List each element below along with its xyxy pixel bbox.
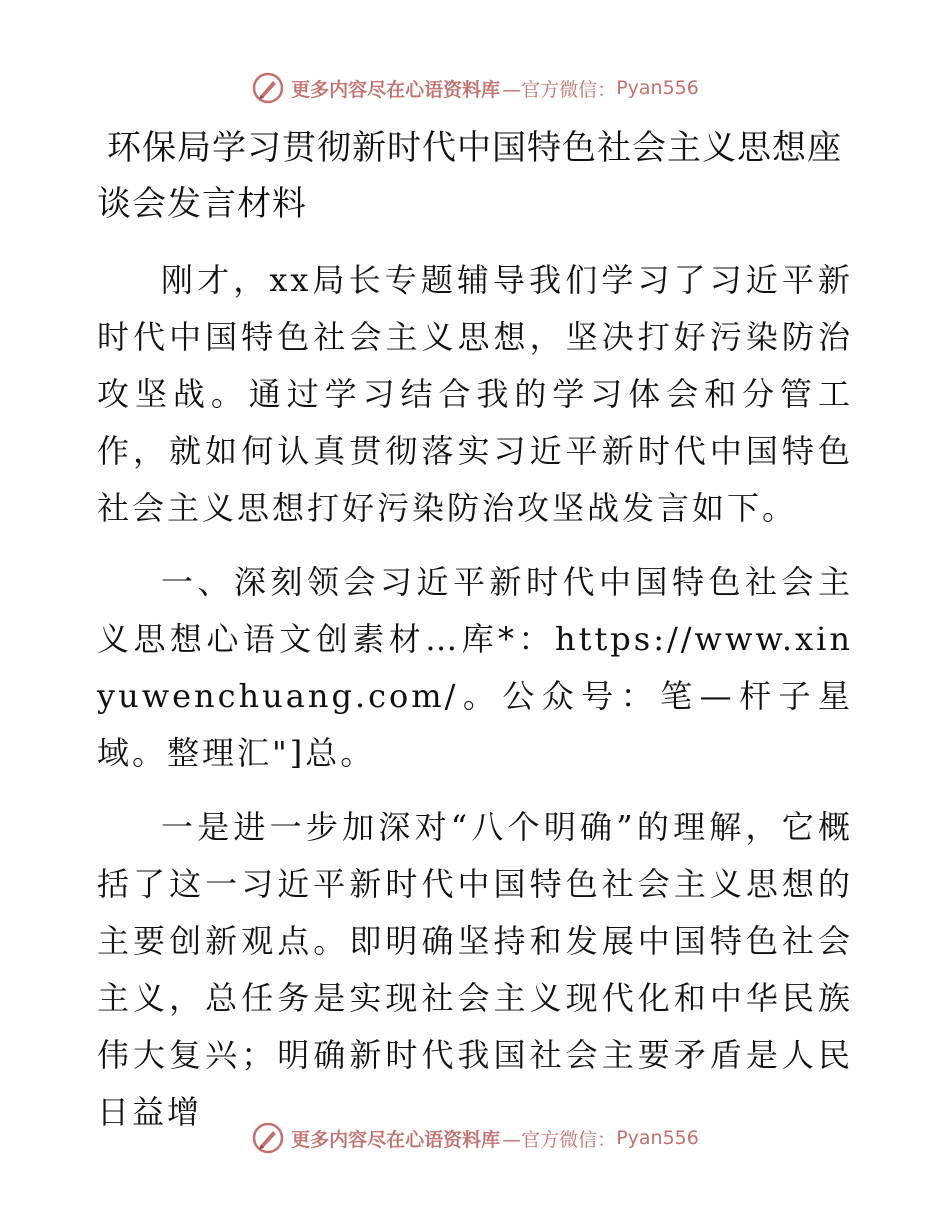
watermark-header	[0, 68, 950, 108]
paragraph-2: 一、深刻领会习近平新时代中国特色社会主义思想心语文创素材…库*：https://www.xinyuwenchuang.com/。公众号：笔—杆子星域。整理汇"]总。	[97, 563, 853, 772]
watermark-id-text: Pyan556	[616, 77, 699, 99]
paragraph-3: 一是进一步加深对“八个明确”的理解，它概括了这一习近平新时代中国特色社会主义思想的主要创新观点。即明确坚持和发展中国特色社会主义，总任务是实现社会主义现代化和中华民族伟大复兴；明确新时代我国社会主要矛盾是人民日益增	[97, 808, 853, 1131]
pen-logo-icon	[251, 1121, 285, 1155]
watermark-sub-text: —官方微信：	[502, 1128, 617, 1151]
watermark-main-text: 更多内容尽在心语资料库	[291, 1128, 501, 1151]
paragraph-1: 刚才，xx局长专题辅导我们学习了习近平新时代中国特色社会主义思想，坚决打好污染防治攻坚战。通过学习结合我的学习体会和分管工作，就如何认真贯彻落实习近平新时代中国特色社会主义思想打好污染防治攻坚战发言如下。	[97, 261, 853, 527]
watermark-id-text: Pyan556	[616, 1127, 699, 1149]
watermark-footer	[0, 1118, 950, 1158]
watermark-main-text: 更多内容尽在心语资料库	[291, 78, 501, 101]
document-body	[97, 120, 853, 1158]
pen-logo-icon	[251, 71, 285, 105]
watermark-sub-text: —官方微信：	[502, 78, 617, 101]
document-title: 环保局学习贯彻新时代中国特色社会主义思想座谈会发言材料	[97, 128, 842, 224]
